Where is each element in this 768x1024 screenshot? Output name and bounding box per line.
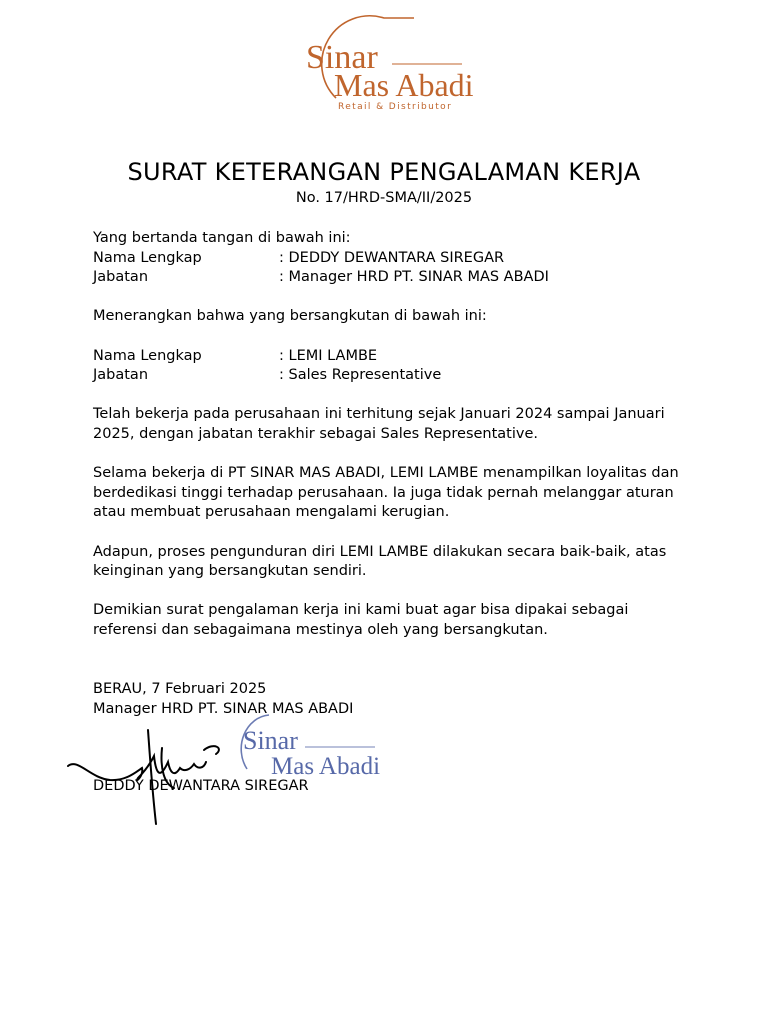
place-date: BERAU, 7 Februari 2025 bbox=[93, 681, 267, 697]
logo-line2: Mas Abadi bbox=[334, 67, 474, 103]
signer-title: Manager HRD PT. SINAR MAS ABADI bbox=[93, 700, 354, 717]
company-logo bbox=[284, 12, 484, 116]
stamp-line1: Sinar bbox=[243, 726, 298, 755]
statement-text: Menerangkan bahwa yang bersangkutan di bawah ini: bbox=[93, 308, 487, 325]
signature-flourish bbox=[204, 746, 219, 754]
employee-position-row bbox=[93, 366, 683, 386]
spacer bbox=[93, 523, 683, 543]
signer-name: DEDDY DEWANTARA SIREGAR bbox=[93, 778, 309, 794]
spacer bbox=[93, 582, 683, 602]
employee-name-label: Nama Lengkap bbox=[93, 347, 202, 364]
paragraph-loyalty: Selama bekerja di PT SINAR MAS ABADI, LEMI LAMBE menampilkan loyalitas dan berdedikasi tinggi terhadap perusahaan. Ia juga tidak pernah melanggar aturan atau membuat perusahaan mengalami kerugian. bbox=[93, 465, 679, 521]
stamp-line2: Mas Abadi bbox=[271, 753, 381, 780]
spacer bbox=[93, 327, 683, 347]
issuer-name-row bbox=[93, 249, 683, 269]
paragraph-resignation: Adapun, proses pengunduran diri LEMI LAMBE dilakukan secara baik-baik, atas keinginan yang bersangkutan sendiri. bbox=[93, 543, 667, 580]
document-number: No. 17/HRD-SMA/II/2025 bbox=[295, 190, 473, 206]
spacer bbox=[93, 288, 683, 308]
employee-position-label: Jabatan bbox=[93, 367, 149, 384]
employee-position-value: : Sales Representative bbox=[279, 367, 442, 384]
issuer-position-label: Jabatan bbox=[93, 269, 149, 286]
issuer-name-label: Nama Lengkap bbox=[93, 249, 202, 266]
employee-name-row bbox=[93, 347, 683, 367]
employee-name-value: : LEMI LAMBE bbox=[279, 347, 378, 364]
logo-tagline: Retail & Distributor bbox=[338, 102, 453, 112]
issuer-name-value: : DEDDY DEWANTARA SIREGAR bbox=[279, 249, 505, 266]
spacer bbox=[93, 445, 683, 465]
document-title: SURAT KETERANGAN PENGALAMAN KERJA bbox=[127, 158, 641, 186]
logo-graphic bbox=[284, 12, 484, 116]
issuer-position-value: : Manager HRD PT. SINAR MAS ABADI bbox=[279, 269, 549, 286]
logo-line1: Sinar bbox=[306, 39, 378, 76]
issuer-position-row bbox=[93, 268, 683, 288]
paragraph-employment: Telah bekerja pada perusahaan ini terhitung sejak Januari 2024 sampai Januari 2025, dengan jabatan terakhir sebagai Sales Representative. bbox=[93, 406, 665, 442]
spacer bbox=[93, 386, 683, 406]
paragraph-closing: Demikian surat pengalaman kerja ini kami buat agar bisa dipakai sebagai referensi dan sebagaimana mestinya oleh yang bersangkutan. bbox=[93, 602, 629, 638]
letter-body bbox=[93, 229, 683, 640]
intro-text: Yang bertanda tangan di bawah ini: bbox=[93, 230, 351, 246]
